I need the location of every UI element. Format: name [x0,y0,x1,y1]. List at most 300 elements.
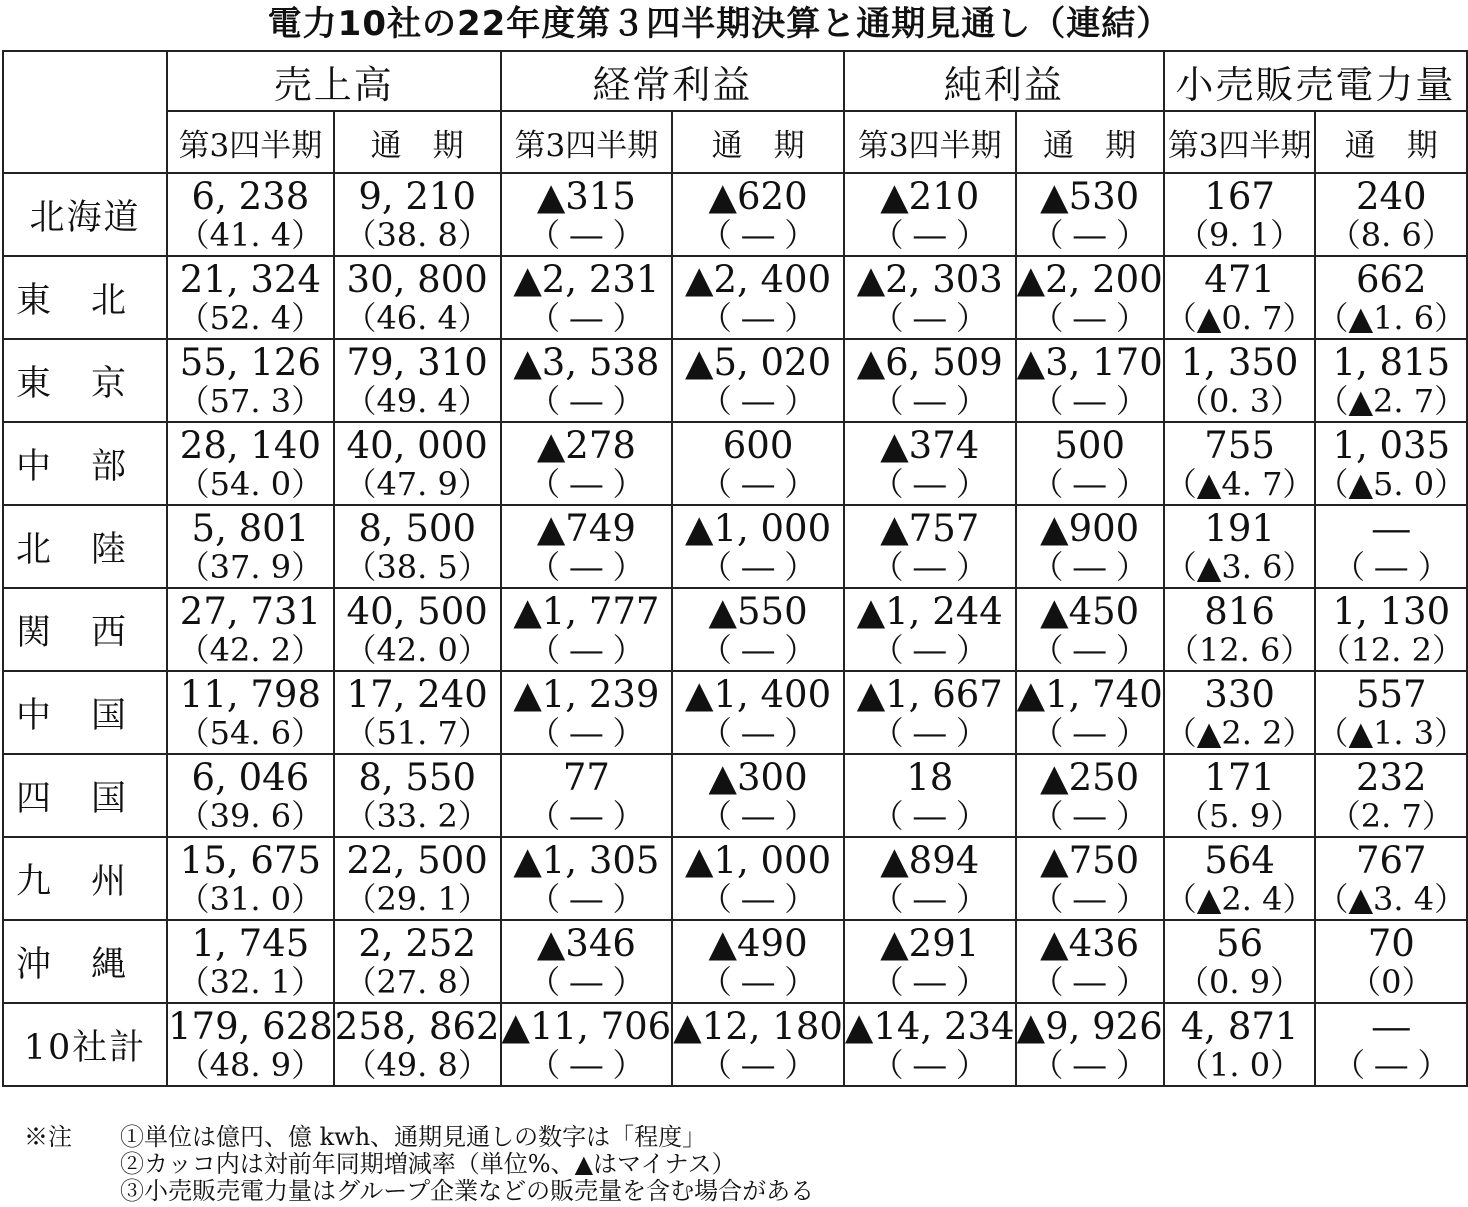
cell-value: 240 [1355,174,1427,218]
cell-value: ▲300 [708,755,808,799]
cell-value: ▲346 [536,921,636,965]
cell-change-rate: （ ― ） [528,713,645,752]
cell-value: ▲530 [1040,174,1140,218]
data-cell [844,671,1016,754]
cell-value: ▲1, 777 [513,589,660,633]
cell-value: ▲1, 740 [1016,672,1163,716]
data-cell [672,671,844,754]
cell-value: 500 [1054,423,1125,467]
cell-change-rate: （0） [1349,962,1434,1001]
cell-value: 2, 252 [358,921,476,965]
cell-change-rate: （ ― ） [699,298,817,337]
cell-change-rate: （49. 4） [344,381,490,420]
cell-change-rate: （1. 0） [1177,1045,1303,1084]
cell-change-rate: （ ― ） [871,713,988,752]
company-name: 四国 [3,754,167,837]
cell-change-rate: （▲2. 7） [1316,381,1467,420]
cell-change-rate: （51. 7） [344,713,490,752]
cell-change-rate: （ ― ） [871,547,988,586]
data-cell [334,754,501,837]
data-cell [1315,671,1467,754]
data-cell [844,837,1016,920]
data-cell [167,920,334,1003]
cell-change-rate: （9. 1） [1177,215,1303,254]
cell-value: 22, 500 [346,838,488,882]
cell-change-rate: （31. 0） [177,879,324,918]
company-name: 沖縄 [3,920,167,1003]
cell-change-rate: （ ― ） [699,796,817,835]
cell-value: 5, 801 [191,506,310,550]
cell-change-rate: （54. 0） [177,464,324,503]
subheader-full-year: 通 期 [1315,111,1467,173]
cell-change-rate: （ ― ） [1333,547,1450,586]
cell-value: ▲12, 180 [673,1004,843,1048]
cell-change-rate: （ ― ） [1031,796,1148,835]
data-cell [501,920,673,1003]
cell-value: 27, 731 [179,589,322,633]
table-row [3,173,1467,256]
table-row [3,671,1467,754]
cell-change-rate: （41. 4） [177,215,324,254]
cell-value: 6, 238 [191,174,310,218]
cell-change-rate: （ ― ） [699,215,817,254]
cell-change-rate: （12. 2） [1318,630,1464,669]
data-cell [1016,920,1164,1003]
data-cell [167,588,334,671]
cell-value: ▲757 [880,506,980,550]
data-cell [1016,671,1164,754]
cell-change-rate: （ ― ） [1031,713,1148,752]
data-cell [167,754,334,837]
data-cell [334,1003,501,1086]
data-cell [1164,339,1316,422]
cell-value: ▲5, 020 [685,340,832,384]
data-cell [167,256,334,339]
data-cell [672,837,844,920]
cell-value: 1, 745 [191,921,310,965]
cell-change-rate: （ ― ） [1031,547,1148,586]
corner-cell [3,51,167,173]
data-cell [1164,588,1316,671]
cell-change-rate: （46. 4） [344,298,490,337]
cell-change-rate: （ ― ） [1031,215,1148,254]
cell-value: ▲550 [708,589,808,633]
cell-change-rate: （▲1. 3） [1316,713,1467,752]
data-cell [334,256,501,339]
data-cell [844,920,1016,1003]
data-cell [844,1003,1016,1086]
cell-change-rate: （ ― ） [528,547,645,586]
cell-value: ▲620 [708,174,808,218]
cell-value: 1, 350 [1180,340,1299,384]
data-cell [1315,1003,1467,1086]
cell-value: 6, 046 [191,755,310,799]
cell-value: 1, 035 [1332,423,1451,467]
cell-value: 1, 815 [1332,340,1451,384]
cell-change-rate: （ ― ） [1031,1045,1148,1084]
cell-change-rate: （ ― ） [528,630,645,669]
cell-value: 79, 310 [346,340,488,384]
cell-change-rate: （ ― ） [871,464,988,503]
data-cell [672,754,844,837]
table-title: 電力10社の22年度第３四半期決算と通期見通し（連結） [267,4,1172,44]
data-cell [167,671,334,754]
data-cell [1016,837,1164,920]
cell-value: ▲291 [880,921,980,965]
cell-change-rate: （27. 8） [344,962,490,1001]
cell-change-rate: （ ― ） [1333,1045,1450,1084]
cell-change-rate: （▲2. 4） [1164,879,1315,918]
cell-change-rate: （ ― ） [528,962,645,1001]
data-cell [1164,1003,1316,1086]
cell-change-rate: （37. 9） [177,547,324,586]
cell-change-rate: （ ― ） [528,879,645,918]
cell-change-rate: （ ― ） [699,547,817,586]
cell-change-rate: （ ― ） [1031,879,1148,918]
data-cell [1315,339,1467,422]
cell-change-rate: （42. 2） [177,630,324,669]
data-cell [334,505,501,588]
data-cell [167,339,334,422]
data-cell [672,256,844,339]
data-cell [672,422,844,505]
cell-change-rate: （47. 9） [344,464,490,503]
data-cell [167,422,334,505]
cell-change-rate: （49. 8） [344,1045,490,1084]
cell-change-rate: （ ― ） [699,464,817,503]
data-cell [1315,173,1467,256]
table-row [3,920,1467,1003]
subheader-q3: 第3四半期 [167,111,334,173]
data-cell [1016,339,1164,422]
data-cell [501,754,673,837]
data-cell [167,173,334,256]
cell-change-rate: （ ― ） [871,298,988,337]
data-cell [1164,256,1316,339]
data-cell [334,173,501,256]
data-cell [1016,256,1164,339]
company-name: 北陸 [3,505,167,588]
data-cell [672,1003,844,1086]
cell-value: 258, 862 [334,1004,500,1048]
data-cell [1164,505,1316,588]
cell-value: 8, 550 [358,755,476,799]
cell-change-rate: （ ― ） [699,962,817,1001]
note-item: ②カッコ内は対前年同期増減率（単位%、▲はマイナス） [120,1150,736,1178]
data-cell [844,505,1016,588]
cell-change-rate: （ ― ） [528,215,645,254]
cell-value: ▲315 [536,174,636,218]
data-cell [1164,920,1316,1003]
data-cell [672,173,844,256]
cell-change-rate: （38. 8） [344,215,490,254]
data-cell [672,588,844,671]
cell-change-rate: （48. 9） [177,1045,324,1084]
cell-change-rate: （33. 2） [344,796,490,835]
cell-value: ▲11, 706 [501,1004,672,1048]
cell-change-rate: （ ― ） [1031,464,1148,503]
financial-results-table [2,50,1468,1087]
data-cell [1315,920,1467,1003]
cell-change-rate: （ ― ） [871,381,988,420]
cell-value: 9, 210 [358,174,476,218]
cell-value: ― [1372,506,1410,550]
cell-change-rate: （ ― ） [528,298,645,337]
data-cell [501,422,673,505]
cell-value: 600 [722,423,794,467]
cell-value: ▲490 [708,921,808,965]
cell-value: 55, 126 [179,340,322,384]
cell-value: ▲1, 000 [685,506,832,550]
cell-value: ▲1, 667 [856,672,1003,716]
table-row [3,256,1467,339]
table-row [3,505,1467,588]
data-cell [1164,422,1316,505]
cell-change-rate: （ ― ） [699,713,817,752]
cell-value: ▲750 [1040,838,1140,882]
cell-change-rate: （54. 6） [177,713,324,752]
data-cell [1315,754,1467,837]
cell-change-rate: （ ― ） [528,381,645,420]
cell-value: ― [1372,1004,1410,1048]
data-cell [334,339,501,422]
data-cell [1315,256,1467,339]
data-cell [672,505,844,588]
cell-change-rate: （2. 7） [1328,796,1454,835]
data-cell [1016,173,1164,256]
cell-value: 179, 628 [168,1004,333,1048]
data-cell [844,754,1016,837]
data-cell [1016,422,1164,505]
cell-value: ▲1, 305 [513,838,660,882]
data-cell [501,1003,673,1086]
table-row [3,339,1467,422]
cell-change-rate: （ ― ） [528,464,645,503]
header-uriage: 売上高 [167,51,501,111]
cell-value: 755 [1204,423,1275,467]
cell-change-rate: （▲5. 0） [1316,464,1467,503]
cell-value: 11, 798 [179,672,322,716]
note-item: ①単位は億円、億 kwh、通期見通しの数字は「程度」 [120,1123,707,1151]
company-name: 関西 [3,588,167,671]
cell-change-rate: （ ― ） [871,879,988,918]
cell-value: ▲436 [1040,921,1140,965]
cell-change-rate: （39. 6） [177,796,324,835]
cell-change-rate: （0. 9） [1177,962,1303,1001]
data-cell [844,256,1016,339]
subheader-q3: 第3四半期 [1164,111,1316,173]
data-cell [501,173,673,256]
cell-change-rate: （ ― ） [699,381,817,420]
cell-change-rate: （ ― ） [699,1045,817,1084]
data-cell [1016,754,1164,837]
data-cell [334,671,501,754]
notes [24,1124,814,1205]
cell-value: ▲894 [880,838,980,882]
cell-change-rate: （12. 6） [1166,630,1313,669]
cell-value: 40, 000 [346,423,488,467]
data-cell [844,339,1016,422]
data-cell [167,1003,334,1086]
cell-value: 191 [1204,506,1275,550]
cell-value: 767 [1355,838,1427,882]
cell-value: 232 [1355,755,1427,799]
cell-change-rate: （ ― ） [1031,381,1148,420]
cell-value: 28, 140 [179,423,322,467]
cell-value: 662 [1355,257,1427,301]
cell-change-rate: （ ― ） [871,215,988,254]
cell-value: ▲900 [1040,506,1140,550]
cell-value: 70 [1367,921,1415,965]
cell-value: 4, 871 [1180,1004,1299,1048]
data-cell [1164,671,1316,754]
data-cell [672,339,844,422]
data-cell [167,837,334,920]
data-cell [1315,505,1467,588]
cell-change-rate: （5. 9） [1177,796,1303,835]
cell-value: ▲1, 239 [513,672,660,716]
cell-value: ▲450 [1040,589,1140,633]
table-row [3,422,1467,505]
cell-value: ▲3, 538 [513,340,660,384]
table-row [3,588,1467,671]
cell-change-rate: （▲4. 7） [1164,464,1315,503]
data-cell [501,671,673,754]
cell-change-rate: （52. 4） [177,298,324,337]
data-cell [334,837,501,920]
cell-value: 330 [1204,672,1275,716]
data-cell [334,588,501,671]
cell-value: ▲3, 170 [1016,340,1163,384]
cell-value: ▲749 [536,506,636,550]
cell-change-rate: （ ― ） [699,630,817,669]
cell-value: 167 [1204,174,1275,218]
subheader-full-year: 通 期 [334,111,501,173]
company-name: 北海道 [3,173,167,256]
data-cell [1164,173,1316,256]
cell-change-rate: （29. 1） [344,879,490,918]
cell-change-rate: （ ― ） [871,630,988,669]
data-cell [501,256,673,339]
cell-change-rate: （ ― ） [528,796,645,835]
cell-value: ▲374 [880,423,980,467]
cell-change-rate: （8. 6） [1328,215,1454,254]
cell-value: ▲1, 244 [856,589,1003,633]
data-cell [844,173,1016,256]
cell-change-rate: （▲2. 2） [1164,713,1315,752]
cell-change-rate: （42. 0） [344,630,490,669]
data-cell [844,588,1016,671]
table-row [3,1003,1467,1086]
cell-change-rate: （ ― ） [699,879,817,918]
header-kouri-denryokuryo: 小売販売電力量 [1164,51,1467,111]
company-name: 東北 [3,256,167,339]
cell-value: ▲14, 234 [844,1004,1015,1048]
data-cell [844,422,1016,505]
company-name: 中国 [3,671,167,754]
cell-change-rate: （ ― ） [871,796,988,835]
data-cell [501,339,673,422]
company-name: 10社計 [3,1003,167,1086]
cell-value: 816 [1204,589,1275,633]
cell-change-rate: （ ― ） [1031,630,1148,669]
cell-change-rate: （0. 3） [1177,381,1303,420]
cell-value: 471 [1204,257,1275,301]
cell-value: ▲6, 509 [856,340,1003,384]
header-keijo-rieki: 経常利益 [501,51,844,111]
cell-value: 40, 500 [346,589,488,633]
data-cell [1016,588,1164,671]
cell-value: 77 [562,755,610,799]
cell-value: 564 [1204,838,1275,882]
cell-value: ▲1, 400 [685,672,832,716]
data-cell [334,422,501,505]
data-cell [1315,837,1467,920]
data-cell [501,505,673,588]
data-cell [501,837,673,920]
company-name: 中部 [3,422,167,505]
subheader-full-year: 通 期 [672,111,844,173]
cell-change-rate: （ ― ） [1031,298,1148,337]
cell-change-rate: （32. 1） [177,962,324,1001]
cell-value: ▲9, 926 [1016,1004,1163,1048]
data-cell [1016,1003,1164,1086]
cell-value: ▲1, 000 [685,838,832,882]
cell-value: 1, 130 [1332,589,1451,633]
table-row [3,837,1467,920]
subheader-full-year: 通 期 [1016,111,1164,173]
data-cell [1164,837,1316,920]
data-cell [1315,588,1467,671]
company-name: 九州 [3,837,167,920]
data-cell [1164,754,1316,837]
cell-change-rate: （▲3. 6） [1164,547,1315,586]
data-cell [334,920,501,1003]
cell-value: ▲278 [536,423,636,467]
company-name: 東京 [3,339,167,422]
cell-change-rate: （ ― ） [871,1045,988,1084]
table-row [3,754,1467,837]
header-jun-rieki: 純利益 [844,51,1164,111]
data-cell [167,505,334,588]
cell-value: ▲2, 303 [856,257,1003,301]
cell-value: ▲2, 400 [685,257,832,301]
cell-value: 8, 500 [358,506,476,550]
cell-change-rate: （38. 5） [344,547,490,586]
data-cell [1016,505,1164,588]
cell-value: 557 [1355,672,1427,716]
cell-change-rate: （▲0. 7） [1164,298,1315,337]
cell-value: 15, 675 [179,838,322,882]
cell-value: 30, 800 [346,257,488,301]
data-cell [1315,422,1467,505]
cell-value: 56 [1216,921,1264,965]
cell-value: ▲2, 200 [1016,257,1163,301]
cell-change-rate: （ ― ） [871,962,988,1001]
subheader-q3: 第3四半期 [501,111,673,173]
cell-value: 171 [1204,755,1275,799]
cell-change-rate: （ ― ） [528,1045,645,1084]
cell-change-rate: （▲1. 6） [1316,298,1467,337]
cell-value: 18 [906,755,954,799]
subheader-q3: 第3四半期 [844,111,1016,173]
cell-value: 21, 324 [179,257,322,301]
cell-value: 17, 240 [346,672,488,716]
data-cell [672,920,844,1003]
cell-value: ▲2, 231 [513,257,660,301]
notes-label: ※注 [24,1123,72,1151]
cell-value: ▲210 [880,174,980,218]
